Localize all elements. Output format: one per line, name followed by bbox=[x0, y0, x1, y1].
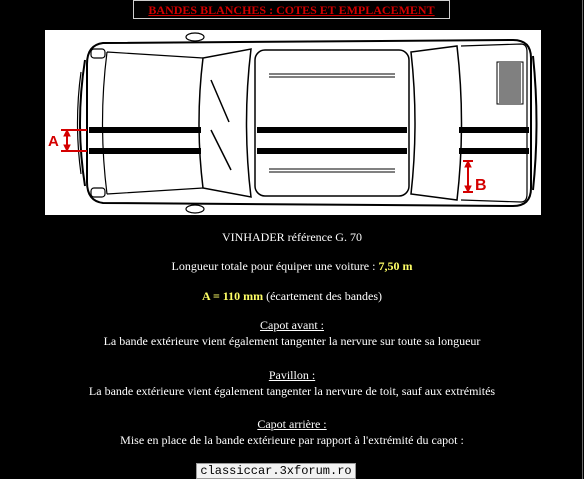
dimension-b-arrow bbox=[463, 161, 473, 192]
dimension-a-arrow bbox=[61, 130, 87, 151]
stripe-spacing-value: A = 110 mm bbox=[201, 289, 264, 303]
tailgate-grille-lines bbox=[500, 63, 520, 103]
total-length-label: Longueur totale pour équiper une voiture : bbox=[171, 259, 376, 273]
section-text-front-hood: La bande extérieure vient également tangenter la nervure sur toute sa longueur bbox=[103, 334, 481, 348]
stripe-lower-roof bbox=[257, 148, 407, 154]
stripe-upper-rear bbox=[459, 127, 529, 133]
reference-line bbox=[0, 229, 584, 245]
page-title: BANDES BLANCHES : COTES ET EMPLACEMENT bbox=[148, 3, 435, 17]
section-text-roof: La bande extérieure vient également tangenter la nervure de toit, sauf aux extrémités bbox=[88, 384, 496, 398]
side-mirror-top bbox=[186, 33, 204, 41]
headlight-right bbox=[91, 188, 105, 197]
car-stripe-diagram bbox=[45, 30, 541, 215]
forum-watermark: classiccar.3xforum.ro bbox=[196, 463, 356, 479]
roof bbox=[255, 50, 409, 196]
stripe-lower-hood bbox=[89, 148, 201, 154]
car-body-outline bbox=[87, 40, 531, 206]
stripe-spacing-note: (écartement des bandes) bbox=[266, 289, 383, 303]
windshield bbox=[199, 49, 251, 197]
front-bumper bbox=[80, 60, 85, 186]
stripe-lower-rear bbox=[459, 148, 529, 154]
tailgate-outline bbox=[461, 44, 527, 202]
rear-bumper bbox=[533, 56, 537, 190]
stripe-upper-roof bbox=[257, 127, 407, 133]
hood-outline bbox=[103, 52, 204, 194]
section-text-rear-hood: Mise en place de la bande extérieure par rapport à l'extrémité du capot : bbox=[120, 433, 464, 447]
section-heading-front-hood: Capot avant : bbox=[260, 318, 324, 332]
headlight-left bbox=[91, 49, 105, 58]
section-heading-roof: Pavillon : bbox=[268, 368, 316, 382]
section-heading-rear-hood: Capot arrière : bbox=[257, 417, 327, 431]
total-length-value: 7,50 m bbox=[378, 259, 413, 273]
total-length-line bbox=[0, 258, 584, 274]
car-top-view-drawing bbox=[45, 30, 541, 215]
dimension-a-label: A bbox=[48, 133, 59, 150]
reference-text: VINHADER référence G. 70 bbox=[222, 230, 362, 244]
side-mirror-bottom bbox=[186, 205, 204, 213]
title-box bbox=[133, 0, 450, 19]
dimension-b-label: B bbox=[475, 177, 487, 194]
stripe-spacing-line bbox=[0, 288, 584, 304]
roof-ridge-bottom bbox=[269, 169, 395, 172]
roof-ridge-top bbox=[269, 74, 395, 77]
rear-window bbox=[411, 46, 462, 200]
stripe-upper-hood bbox=[89, 127, 201, 133]
